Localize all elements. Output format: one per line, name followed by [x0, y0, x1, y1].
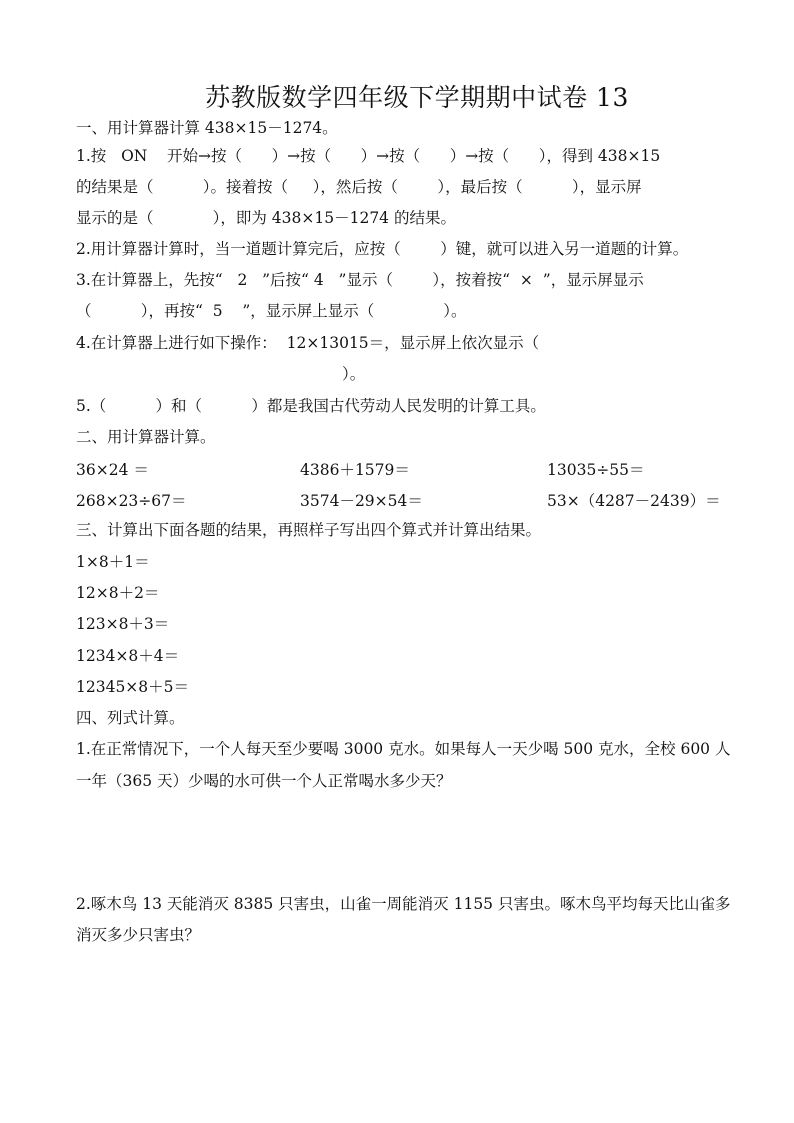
word-problem-2-line-2: 消灭多少只害虫？ — [76, 926, 201, 944]
word-problem-1-line-2: 一年（365 天）少喝的水可供一个人正常喝水多少天？ — [76, 772, 452, 790]
word-problem-2-line-1: 2.啄木鸟 13 天能消灭 8385 只害虫，山雀一周能消灭 1155 只害虫。啄木鸟平均每天比山雀多 — [76, 895, 731, 913]
calc-row — [76, 489, 726, 509]
section-1-heading: 一、用计算器计算 438×15－1274。 — [76, 119, 338, 137]
pattern-item: 12×8＋2＝ — [76, 584, 160, 602]
question-1-1-line-1: 1.按 ON 开始→按（ ）→按（ ）→按（ ）→按（ ），得到 438×15 — [76, 147, 661, 165]
question-1-5: 5.（ ）和（ ）都是我国古代劳动人民发明的计算工具。 — [76, 397, 546, 415]
question-1-3-line-2: （ ），再按“ 5 ”，显示屏上显示（ ）。 — [76, 302, 467, 320]
pattern-item: 123×8＋3＝ — [76, 615, 170, 633]
calc-item: 53×（4287－2439）＝ — [547, 492, 721, 510]
word-problem-1-line-1: 1.在正常情况下，一个人每天至少要喝 3000 克水。如果每人一天少喝 500 克水，全校 600 人 — [76, 740, 731, 758]
question-1-1-line-3: 显示的是（ ），即为 438×15－1274 的结果。 — [76, 209, 456, 227]
question-1-4-line-2: ）。 — [76, 365, 366, 383]
calc-item: 4386＋1579＝ — [300, 461, 410, 479]
pattern-item: 1234×8＋4＝ — [76, 647, 180, 665]
section-4-heading: 四、列式计算。 — [76, 709, 185, 727]
calc-item: 3574－29×54＝ — [300, 492, 423, 510]
calc-item: 268×23÷67＝ — [76, 492, 187, 510]
question-1-2: 2.用计算器计算时，当一道题计算完后，应按（ ）键，就可以进入另一道题的计算。 — [76, 240, 689, 258]
calc-item: 36×24 ＝ — [76, 461, 149, 479]
pattern-item: 12345×8＋5＝ — [76, 678, 190, 696]
calc-row — [76, 458, 726, 478]
calc-item: 13035÷55＝ — [547, 461, 645, 479]
page-title: 苏教版数学四年级下学期期中试卷 13 — [205, 83, 629, 112]
question-1-1-line-2: 的结果是（ ）。接着按（ ），然后按（ ），最后按（ ），显示屏 — [76, 178, 642, 196]
question-1-4-line-1: 4.在计算器上进行如下操作： 12×13015＝，显示屏上依次显示（ — [76, 334, 540, 352]
section-3-heading: 三、计算出下面各题的结果，再照样子写出四个算式并计算出结果。 — [76, 521, 542, 539]
section-2-heading: 二、用计算器计算。 — [76, 428, 216, 446]
question-1-3-line-1: 3.在计算器上，先按“ 2 ”后按“ 4 ”显示（ ），按着按“ × ”，显示屏显示 — [76, 271, 644, 289]
pattern-item: 1×8＋1＝ — [76, 553, 150, 571]
